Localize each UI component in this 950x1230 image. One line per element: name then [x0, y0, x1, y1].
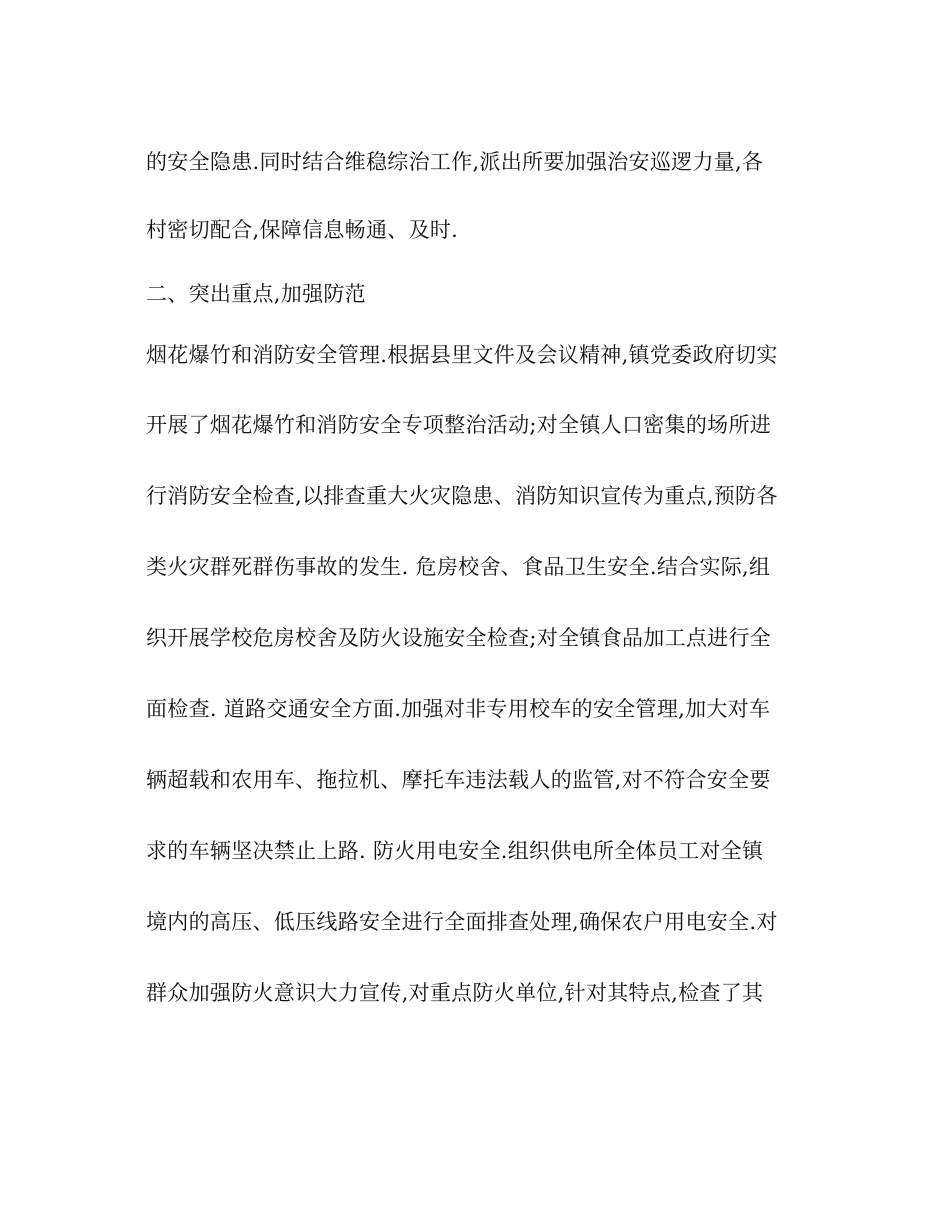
text-line: 群众加强防火意识大力宣传,对重点防火单位,针对其特点,检查了其 [146, 981, 764, 1005]
text-line: 辆超载和农用车、拖拉机、摩托车违法载人的监管,对不符合安全要 [146, 768, 771, 792]
text-line: 行消防安全检查,以排查重大火灾隐患、消防知识宣传为重点,预防各 [146, 484, 778, 508]
text-line: 村密切配合,保障信息畅通、及时. [146, 218, 459, 242]
text-line: 境内的高压、低压线路安全进行全面排查处理,确保农户用电安全.对 [146, 910, 778, 934]
text-line: 求的车辆坚决禁止上路. 防火用电安全.组织供电所全体员工对全镇 [146, 839, 764, 863]
text-line: 开展了烟花爆竹和消防安全专项整治活动;对全镇人口密集的场所进 [146, 413, 772, 437]
text-line: 类火灾群死群伤事故的发生. 危房校舍、食品卫生安全.结合实际,组 [146, 555, 771, 579]
text-line: 的安全隐患.同时结合维稳综治工作,派出所要加强治安巡逻力量,各 [146, 150, 764, 174]
text-line: 面检查. 道路交通安全方面.加强对非专用校车的安全管理,加大对车 [146, 697, 771, 721]
section-heading: 二、突出重点,加强防范 [146, 282, 366, 306]
text-line: 织开展学校危房校舍及防火设施安全检查;对全镇食品加工点进行全 [146, 626, 772, 650]
text-line: 烟花爆竹和消防安全管理.根据县里文件及会议精神,镇党委政府切实 [146, 343, 778, 367]
